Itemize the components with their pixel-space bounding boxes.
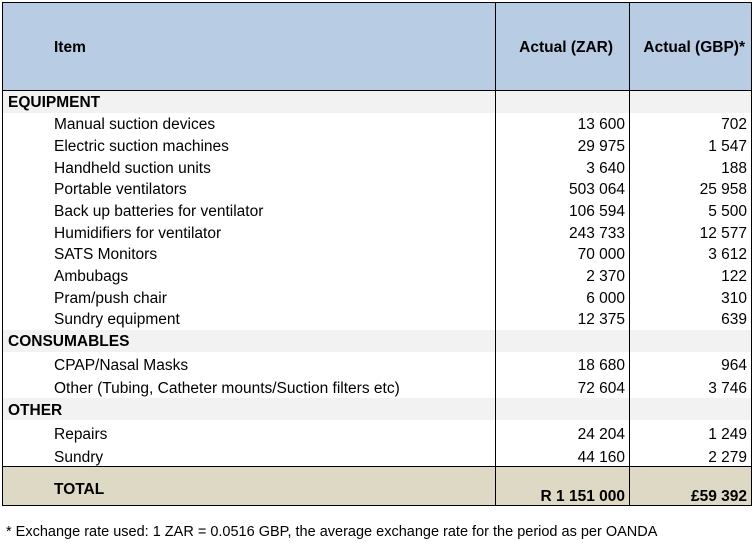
row-gbp: 12 577 [699, 225, 747, 242]
row-gbp: 25 958 [699, 181, 747, 198]
row-gbp: 188 [721, 160, 747, 177]
row-zar: 6 000 [586, 290, 625, 307]
row-item: Sundry [54, 449, 104, 466]
row-gbp: 310 [721, 290, 747, 307]
row-zar: 2 370 [586, 268, 625, 285]
total-row [3, 467, 751, 505]
row-item: Ambubags [54, 268, 129, 285]
row-item: Manual suction devices [54, 116, 216, 133]
table-header [3, 3, 751, 90]
row-gbp: 964 [721, 357, 747, 374]
header-item: Item [54, 39, 86, 56]
row-zar: 12 375 [577, 311, 625, 328]
header-divider [3, 90, 751, 91]
row-zar: 3 640 [586, 160, 625, 177]
row-gbp: 702 [721, 116, 747, 133]
row-item: Handheld suction units [54, 160, 211, 177]
row-item: Sundry equipment [54, 311, 180, 328]
row-zar: 243 733 [568, 225, 625, 242]
row-item: Back up batteries for ventilator [54, 203, 264, 220]
total-divider [3, 466, 751, 467]
total-zar: R 1 151 000 [540, 488, 625, 505]
row-zar: 72 604 [577, 380, 625, 397]
row-gbp: 639 [721, 311, 747, 328]
section-band-other [3, 398, 751, 420]
row-zar: 70 000 [577, 246, 625, 263]
column-divider-1 [495, 3, 496, 505]
row-zar: 24 204 [577, 426, 625, 443]
row-zar: 18 680 [577, 357, 625, 374]
row-zar: 13 600 [577, 116, 625, 133]
row-item: Humidifiers for ventilator [54, 225, 222, 242]
row-gbp: 3 746 [708, 380, 747, 397]
expenditure-table [2, 2, 752, 506]
section-title: EQUIPMENT [8, 94, 101, 111]
row-gbp: 3 612 [708, 246, 747, 263]
row-gbp: 2 279 [708, 449, 747, 466]
row-gbp: 1 547 [708, 138, 747, 155]
row-item: Repairs [54, 426, 108, 443]
column-divider-2 [629, 3, 630, 505]
row-item: Other (Tubing, Catheter mounts/Suction filters etc) [54, 380, 400, 397]
header-zar: Actual (ZAR) [519, 39, 613, 56]
section-band-equipment [3, 91, 751, 113]
exchange-rate-footnote: * Exchange rate used: 1 ZAR = 0.0516 GBP, the average exchange rate for the period as per OANDA [6, 524, 658, 540]
row-item: CPAP/Nasal Masks [54, 357, 189, 374]
section-title: CONSUMABLES [8, 333, 130, 350]
section-title: OTHER [8, 402, 63, 419]
total-label: TOTAL [54, 481, 105, 498]
row-item: Electric suction machines [54, 138, 229, 155]
row-gbp: 1 249 [708, 426, 747, 443]
header-gbp: Actual (GBP)* [643, 39, 745, 56]
row-zar: 503 064 [568, 181, 625, 198]
row-zar: 29 975 [577, 138, 625, 155]
row-zar: 106 594 [568, 203, 625, 220]
row-item: SATS Monitors [54, 246, 158, 263]
row-item: Portable ventilators [54, 181, 187, 198]
row-item: Pram/push chair [54, 290, 167, 307]
total-gbp: £59 392 [690, 488, 747, 505]
row-gbp: 5 500 [708, 203, 747, 220]
row-zar: 44 160 [577, 449, 625, 466]
row-gbp: 122 [721, 268, 747, 285]
